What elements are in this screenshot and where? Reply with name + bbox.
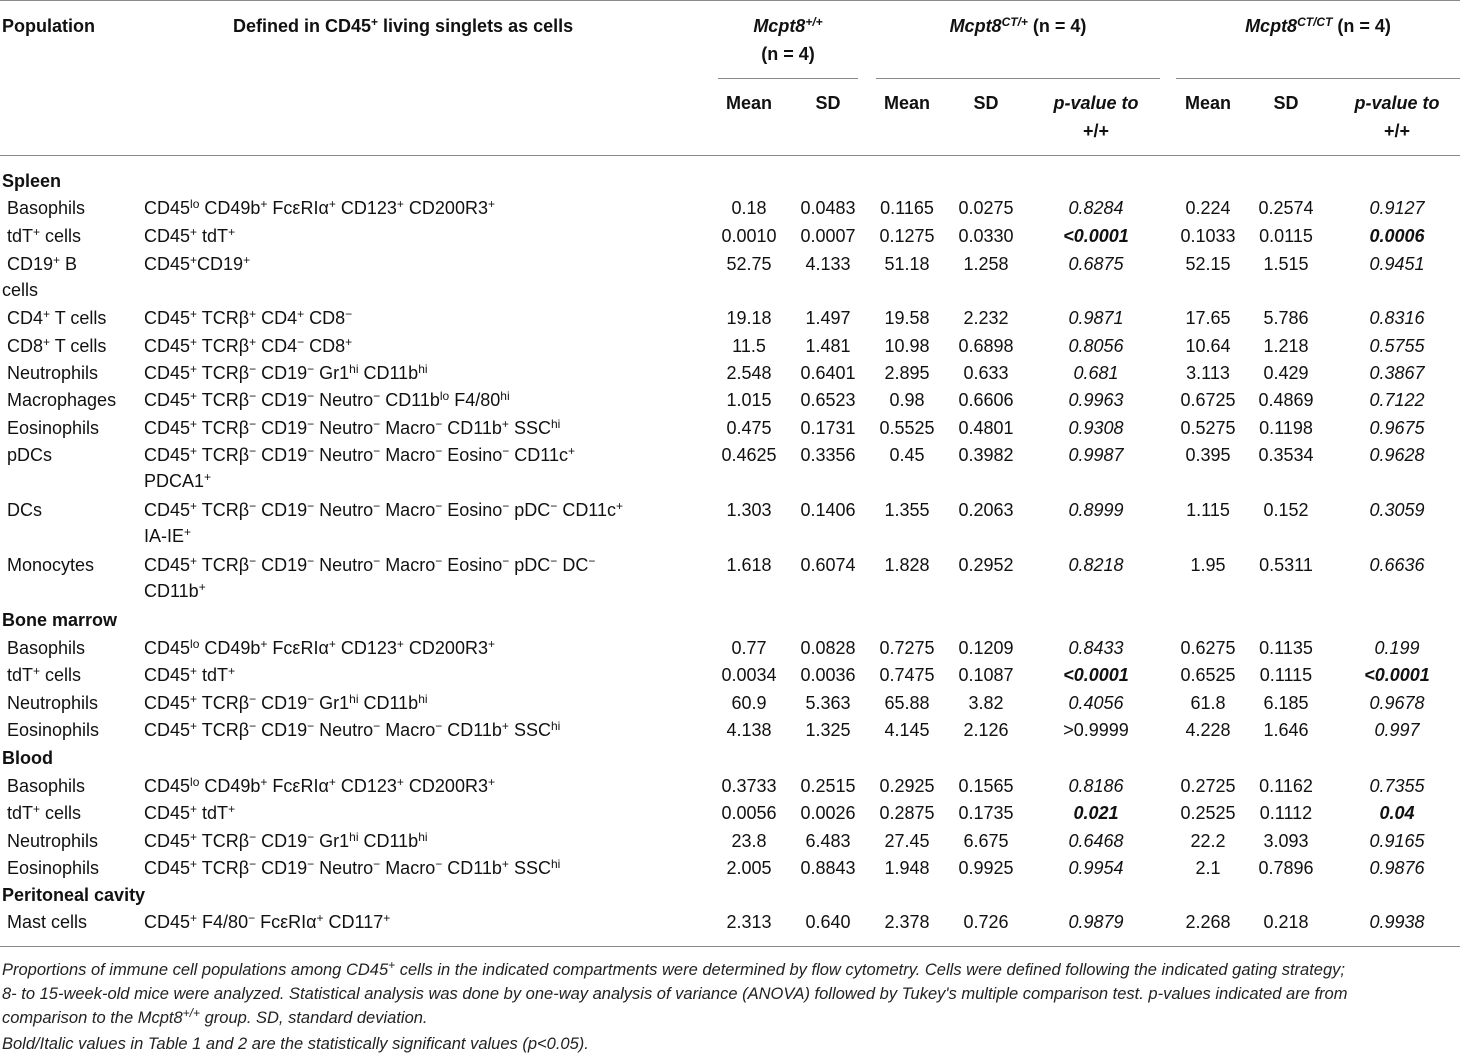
- cell-mean-hom: 22.2: [1190, 831, 1226, 851]
- cell-sd-het: 1.258: [963, 254, 1009, 274]
- cell-mean-wt: 1.618: [726, 555, 772, 575]
- cell-pvalue-hom: 0.9938: [1369, 912, 1425, 932]
- section-blood: Blood: [2, 748, 53, 768]
- cell-pvalue-hom: 0.3059: [1369, 500, 1425, 520]
- cell-sd-hom: 6.185: [1263, 693, 1309, 713]
- cell-mean-hom: 10.64: [1185, 336, 1231, 356]
- cell-pvalue-het: 0.6468: [1068, 831, 1124, 851]
- section-peritoneal-cavity: Peritoneal cavity: [2, 885, 146, 905]
- cell-mean-het: 0.98: [889, 390, 925, 410]
- cell-mean-wt: 60.9: [731, 693, 767, 713]
- cell-sd-wt: 0.1406: [800, 500, 856, 520]
- population-label: DCs: [7, 500, 42, 520]
- cell-mean-het: 10.98: [884, 336, 930, 356]
- header-bottom-rule: [0, 155, 1460, 156]
- header-defined: Defined in CD45+ living singlets as cells: [233, 15, 574, 36]
- population-label: pDCs: [7, 445, 53, 465]
- header-group-wt: Mcpt8+/+: [753, 15, 823, 36]
- population-label: Basophils: [7, 198, 86, 218]
- cell-pvalue-het: 0.9308: [1068, 418, 1124, 438]
- cell-mean-hom: 4.228: [1185, 720, 1231, 740]
- header-pvalue-het-2: +/+: [1082, 121, 1110, 141]
- group-rule-hom: [1176, 78, 1460, 79]
- cell-mean-hom: 61.8: [1190, 693, 1226, 713]
- definition-label: CD45+ TCRβ+ CD4+ CD8−: [144, 307, 353, 328]
- definition-label: CD45+ TCRβ− CD19− Neutro− Macro− CD11b+ $SSC^{hi}$: [144, 719, 561, 740]
- cell-mean-het: 0.1165: [880, 198, 934, 218]
- population-label: Neutrophils: [7, 363, 99, 383]
- cell-mean-wt: 4.138: [726, 720, 772, 740]
- definition-label: CD45+ TCRβ− CD19− Neutro− Macro− CD11b+ $SSC^{hi}$: [144, 857, 561, 878]
- cell-sd-wt: 5.363: [805, 693, 851, 713]
- cell-pvalue-hom: 0.199: [1374, 638, 1420, 658]
- cell-sd-wt: 4.133: [805, 254, 851, 274]
- definition-label: $CD45^{lo}$ CD49b+ FcεRIα+ CD123+ CD200R3+: [144, 775, 495, 796]
- cell-sd-wt: 0.0036: [800, 665, 856, 685]
- cell-pvalue-hom: 0.9165: [1369, 831, 1425, 851]
- cell-mean-hom: 52.15: [1185, 254, 1231, 274]
- cell-sd-hom: 0.4869: [1258, 390, 1314, 410]
- cell-sd-hom: 3.093: [1263, 831, 1309, 851]
- cell-mean-het: 0.2875: [879, 803, 935, 823]
- cell-sd-wt: 0.0828: [800, 638, 856, 658]
- cell-mean-het: 0.5525: [879, 418, 935, 438]
- section-spleen: Spleen: [2, 171, 62, 191]
- cell-mean-wt: 19.18: [726, 308, 772, 328]
- cell-mean-wt: 2.548: [726, 363, 772, 383]
- cell-sd-het: 2.232: [963, 308, 1009, 328]
- cell-sd-het: 0.633: [963, 363, 1009, 383]
- cell-mean-het: 1.948: [884, 858, 930, 878]
- cell-sd-het: 0.1209: [958, 638, 1014, 658]
- definition-label: CD45+ TCRβ− CD19− $Gr1^{hi}$ $CD11b^{hi}$: [144, 362, 428, 383]
- header-sd-het: SD: [973, 93, 999, 113]
- cell-mean-hom: 17.65: [1185, 308, 1231, 328]
- cell-mean-wt: 52.75: [726, 254, 772, 274]
- cell-sd-wt: 6.483: [805, 831, 851, 851]
- cell-sd-wt: 0.2515: [800, 776, 856, 796]
- definition-label: CD45+ TCRβ− CD19− Neutro− Macro− Eosino− CD11c+: [144, 444, 575, 465]
- cell-pvalue-hom: <0.0001: [1364, 665, 1430, 685]
- cell-sd-het: 0.1735: [958, 803, 1014, 823]
- cell-sd-hom: 1.646: [1263, 720, 1309, 740]
- cell-sd-het: 0.0275: [958, 198, 1014, 218]
- population-label: Eosinophils: [7, 418, 100, 438]
- definition-label: CD45+ F4/80− FcεRIα+ CD117+: [144, 911, 391, 932]
- cell-mean-hom: 3.113: [1186, 363, 1230, 383]
- population-label: Eosinophils: [7, 858, 100, 878]
- cell-mean-hom: 2.268: [1185, 912, 1231, 932]
- cell-sd-het: 0.9925: [958, 858, 1014, 878]
- footnote-line-2: 8- to 15-week-old mice were analyzed. Statistical analysis was done by one-way analysis of variance (ANOVA) followed by Tukey's multiple comparison test. p-values indicated are from: [2, 985, 1348, 1003]
- cell-pvalue-het: >0.9999: [1063, 720, 1129, 740]
- cell-mean-het: 0.1275: [879, 226, 935, 246]
- definition-label: CD45+ TCRβ− CD19− Neutro− $CD11b^{lo}$ $F4/80^{hi}$: [144, 389, 510, 410]
- cell-sd-wt: 0.640: [805, 912, 851, 932]
- cell-mean-wt: 2.005: [726, 858, 772, 878]
- cell-mean-het: 51.18: [884, 254, 930, 274]
- cell-pvalue-hom: 0.7355: [1369, 776, 1425, 796]
- cell-mean-het: 4.145: [884, 720, 930, 740]
- cell-pvalue-het: <0.0001: [1063, 665, 1129, 685]
- cell-sd-het: 0.1087: [958, 665, 1014, 685]
- cell-sd-wt: 1.481: [805, 336, 851, 356]
- definition-label: CD45+ tdT+: [144, 225, 236, 246]
- cell-mean-het: 0.7275: [879, 638, 935, 658]
- cell-mean-het: 19.58: [884, 308, 930, 328]
- cell-mean-wt: 0.0056: [721, 803, 777, 823]
- cell-sd-hom: 0.152: [1263, 500, 1309, 520]
- cell-mean-wt: 0.475: [726, 418, 772, 438]
- cell-sd-hom: 0.1162: [1259, 776, 1313, 796]
- cell-mean-het: 0.45: [889, 445, 925, 465]
- cell-sd-het: 3.82: [968, 693, 1004, 713]
- header-group-het: $Mcpt8^{CT/+}$ (n = 4): [949, 15, 1087, 36]
- header-sd-hom: SD: [1273, 93, 1299, 113]
- cell-mean-hom: 0.395: [1185, 445, 1231, 465]
- definition-label: CD45+ tdT+: [144, 802, 236, 823]
- definition-label: CD45+ tdT+: [144, 664, 236, 685]
- population-label: Macrophages: [7, 390, 117, 410]
- cell-pvalue-het: 0.9871: [1068, 308, 1124, 328]
- table-bottom-rule: [0, 946, 1460, 947]
- cell-mean-het: 2.378: [884, 912, 930, 932]
- cell-sd-het: 0.1565: [958, 776, 1014, 796]
- cell-sd-wt: 0.0026: [800, 803, 856, 823]
- definition-label: CD45+CD19+: [144, 253, 251, 274]
- footnote-line-4: Bold/Italic values in Table 1 and 2 are the statistically significant values (p<0.05).: [2, 1035, 589, 1053]
- cell-pvalue-het: 0.9987: [1068, 445, 1124, 465]
- definition-label: $CD45^{lo}$ CD49b+ FcεRIα+ CD123+ CD200R3+: [144, 637, 495, 658]
- cell-sd-hom: 0.0115: [1259, 226, 1313, 246]
- cell-mean-het: 0.7475: [879, 665, 935, 685]
- cell-mean-het: 1.828: [884, 555, 930, 575]
- header-pvalue-hom-2: +/+: [1383, 121, 1411, 141]
- definition-label: $CD45^{lo}$ CD49b+ FcεRIα+ CD123+ CD200R3+: [144, 197, 495, 218]
- cell-pvalue-hom: 0.9451: [1369, 254, 1425, 274]
- definition-label: CD45+ TCRβ+ CD4− CD8+: [144, 335, 353, 356]
- group-rule-het: [876, 78, 1160, 79]
- header-mean-wt: Mean: [725, 93, 772, 113]
- cell-sd-hom: 0.1115: [1259, 665, 1313, 685]
- definition-label-cont: PDCA1+: [144, 470, 212, 491]
- cell-sd-hom: 0.5311: [1259, 555, 1313, 575]
- top-rule: [0, 0, 1460, 1]
- cell-pvalue-hom: 0.6636: [1369, 555, 1425, 575]
- definition-label-cont: CD11b+: [144, 580, 206, 601]
- cell-sd-het: 0.4801: [958, 418, 1014, 438]
- cell-pvalue-het: 0.8056: [1068, 336, 1124, 356]
- cell-pvalue-het: 0.6875: [1068, 254, 1124, 274]
- cell-sd-het: 0.6898: [958, 336, 1014, 356]
- cell-sd-wt: 0.1731: [800, 418, 856, 438]
- header-pvalue-hom: p-value to: [1354, 93, 1440, 113]
- cell-mean-wt: 1.303: [726, 500, 772, 520]
- cell-pvalue-hom: 0.7122: [1369, 390, 1425, 410]
- cell-sd-hom: 1.218: [1263, 336, 1309, 356]
- header-mean-hom: Mean: [1184, 93, 1231, 113]
- cell-pvalue-hom: 0.04: [1379, 803, 1415, 823]
- group-rule-wt: [718, 78, 858, 79]
- cell-pvalue-het: 0.9954: [1068, 858, 1124, 878]
- cell-sd-hom: 0.7896: [1258, 858, 1314, 878]
- cell-mean-wt: 11.5: [732, 336, 766, 356]
- cell-mean-wt: 23.8: [731, 831, 767, 851]
- cell-mean-hom: 1.95: [1190, 555, 1226, 575]
- cell-sd-het: 0.2952: [958, 555, 1014, 575]
- section-bone-marrow: Bone marrow: [2, 610, 118, 630]
- cell-sd-hom: 0.1198: [1259, 418, 1313, 438]
- cell-pvalue-hom: 0.3867: [1369, 363, 1425, 383]
- cell-pvalue-het: 0.8186: [1068, 776, 1124, 796]
- cell-sd-wt: 0.8843: [800, 858, 856, 878]
- cell-pvalue-het: 0.9879: [1068, 912, 1124, 932]
- population-label: Neutrophils: [7, 693, 99, 713]
- cell-sd-wt: 0.3356: [800, 445, 856, 465]
- cell-sd-het: 6.675: [963, 831, 1009, 851]
- cell-pvalue-het: 0.8999: [1068, 500, 1124, 520]
- cell-sd-hom: 0.1112: [1259, 803, 1313, 823]
- cell-sd-wt: 0.0483: [800, 198, 856, 218]
- cell-sd-wt: 1.497: [805, 308, 851, 328]
- cell-mean-het: 1.355: [884, 500, 930, 520]
- cell-sd-wt: 0.6401: [800, 363, 856, 383]
- cell-mean-het: 2.895: [884, 363, 930, 383]
- population-label: CD19+ B: [7, 253, 78, 274]
- cell-pvalue-het: 0.9963: [1068, 390, 1124, 410]
- footnote-line-3: comparison to the Mcpt8+/+ group. SD, standard deviation.: [2, 1006, 428, 1027]
- cell-mean-hom: 2.1: [1195, 858, 1221, 878]
- cell-mean-wt: 0.0010: [721, 226, 777, 246]
- cell-pvalue-hom: 0.9876: [1369, 858, 1425, 878]
- cell-pvalue-het: 0.4056: [1068, 693, 1124, 713]
- cell-sd-het: 2.126: [963, 720, 1009, 740]
- cell-sd-hom: 1.515: [1263, 254, 1309, 274]
- cell-pvalue-het: <0.0001: [1063, 226, 1129, 246]
- cell-pvalue-hom: 0.8316: [1369, 308, 1425, 328]
- definition-label: CD45+ TCRβ− CD19− Neutro− Macro− Eosino− pDC− CD11c+: [144, 499, 624, 520]
- cell-mean-het: 65.88: [884, 693, 930, 713]
- cell-mean-het: 27.45: [884, 831, 930, 851]
- cell-pvalue-hom: 0.997: [1374, 720, 1420, 740]
- cell-mean-wt: 1.015: [726, 390, 772, 410]
- cell-mean-het: 0.2925: [879, 776, 935, 796]
- cell-mean-wt: 0.0034: [721, 665, 777, 685]
- cell-pvalue-het: 0.021: [1073, 803, 1119, 823]
- cell-mean-hom: 0.2725: [1180, 776, 1236, 796]
- cell-pvalue-hom: 0.5755: [1369, 336, 1425, 356]
- definition-label-cont: IA-IE+: [144, 525, 192, 546]
- cell-mean-wt: 2.313: [726, 912, 772, 932]
- cell-mean-wt: 0.4625: [721, 445, 777, 465]
- cell-mean-hom: 0.1033: [1180, 226, 1236, 246]
- header-pvalue-het: p-value to: [1053, 93, 1139, 113]
- cell-pvalue-hom: 0.0006: [1369, 226, 1425, 246]
- cell-mean-wt: 0.18: [731, 198, 767, 218]
- cell-sd-het: 0.3982: [958, 445, 1014, 465]
- cell-sd-hom: 5.786: [1263, 308, 1309, 328]
- cell-sd-wt: 0.6074: [800, 555, 856, 575]
- population-label: Neutrophils: [7, 831, 99, 851]
- cell-sd-wt: 1.325: [805, 720, 851, 740]
- cell-sd-wt: 0.6523: [800, 390, 856, 410]
- cell-sd-hom: 0.218: [1263, 912, 1309, 932]
- population-label: Basophils: [7, 776, 86, 796]
- definition-label: CD45+ TCRβ− CD19− $Gr1^{hi}$ $CD11b^{hi}$: [144, 830, 428, 851]
- cell-pvalue-het: 0.8284: [1068, 198, 1124, 218]
- cell-sd-hom: 0.3534: [1258, 445, 1314, 465]
- header-population: Population: [2, 16, 95, 36]
- cell-pvalue-hom: 0.9127: [1369, 198, 1425, 218]
- cell-mean-hom: 0.6525: [1180, 665, 1236, 685]
- population-label: tdT+ cells: [7, 225, 82, 246]
- cell-pvalue-het: 0.8218: [1068, 555, 1124, 575]
- cell-mean-hom: 0.5275: [1180, 418, 1236, 438]
- header-sd-wt: SD: [815, 93, 841, 113]
- population-label-cont: cells: [2, 280, 39, 300]
- cell-sd-het: 0.726: [963, 912, 1009, 932]
- cell-mean-wt: 0.3733: [721, 776, 777, 796]
- cell-mean-wt: 0.77: [731, 638, 767, 658]
- cell-sd-hom: 0.1135: [1259, 638, 1313, 658]
- cell-mean-hom: 0.6725: [1180, 390, 1236, 410]
- population-label: tdT+ cells: [7, 802, 82, 823]
- cell-pvalue-hom: 0.9675: [1369, 418, 1425, 438]
- cell-sd-het: 0.6606: [958, 390, 1014, 410]
- header-mean-het: Mean: [883, 93, 930, 113]
- cell-pvalue-hom: 0.9628: [1369, 445, 1425, 465]
- cell-sd-hom: 0.429: [1263, 363, 1309, 383]
- cell-pvalue-het: 0.681: [1073, 363, 1119, 383]
- cell-mean-hom: 0.2525: [1180, 803, 1236, 823]
- cell-sd-hom: 0.2574: [1258, 198, 1314, 218]
- population-label: tdT+ cells: [7, 664, 82, 685]
- footnote-line-1: Proportions of immune cell populations among CD45+ cells in the indicated compartments were determined by flow cytometry. Cells were defined following the indicated gating strategy;: [2, 958, 1345, 979]
- population-label: Eosinophils: [7, 720, 100, 740]
- cell-sd-het: 0.2063: [958, 500, 1014, 520]
- cell-sd-wt: 0.0007: [800, 226, 856, 246]
- population-label: CD8+ T cells: [7, 335, 107, 356]
- population-label: CD4+ T cells: [7, 307, 107, 328]
- population-label: Monocytes: [7, 555, 95, 575]
- cell-mean-hom: 0.224: [1185, 198, 1231, 218]
- cell-sd-het: 0.0330: [958, 226, 1014, 246]
- cell-mean-hom: 1.115: [1186, 500, 1230, 520]
- header-group-wt-n: (n = 4): [761, 44, 815, 64]
- cell-pvalue-hom: 0.9678: [1369, 693, 1425, 713]
- definition-label: CD45+ TCRβ− CD19− $Gr1^{hi}$ $CD11b^{hi}$: [144, 692, 428, 713]
- definition-label: CD45+ TCRβ− CD19− Neutro− Macro− CD11b+ $SSC^{hi}$: [144, 417, 561, 438]
- population-label: Mast cells: [7, 912, 88, 932]
- header-group-hom: $Mcpt8^{CT/CT}$ (n = 4): [1245, 15, 1391, 36]
- cell-pvalue-het: 0.8433: [1068, 638, 1124, 658]
- cell-mean-hom: 0.6275: [1180, 638, 1236, 658]
- definition-label: CD45+ TCRβ− CD19− Neutro− Macro− Eosino− pDC− DC−: [144, 554, 596, 575]
- population-label: Basophils: [7, 638, 86, 658]
